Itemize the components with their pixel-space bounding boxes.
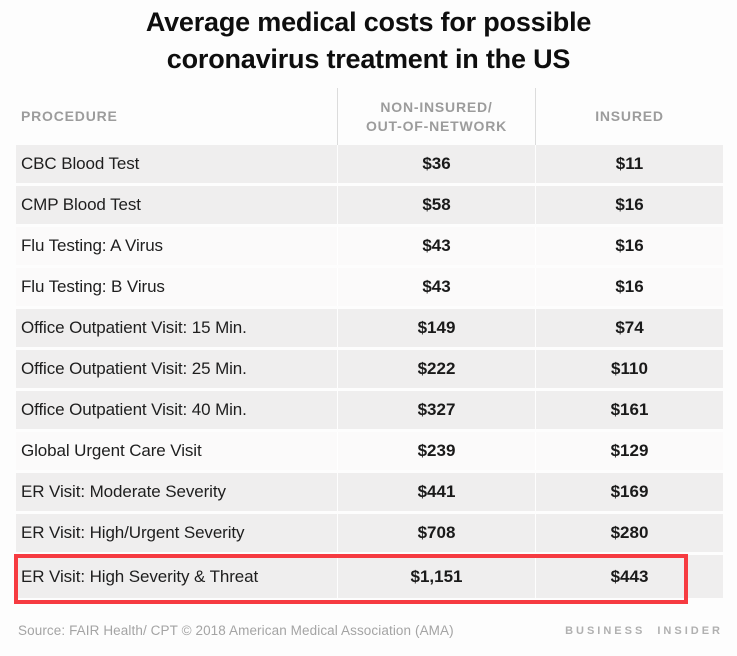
table-row bbox=[16, 309, 723, 347]
column-header-insured: INSURED bbox=[535, 88, 723, 145]
cell-non-insured: $441 bbox=[337, 473, 535, 511]
cell-procedure: CBC Blood Test bbox=[21, 154, 140, 173]
table-row bbox=[16, 145, 723, 183]
cell-non-insured: $149 bbox=[337, 309, 535, 347]
table-row bbox=[16, 514, 723, 552]
cell-insured: $74 bbox=[535, 309, 723, 347]
cell-non-insured: $58 bbox=[337, 186, 535, 224]
column-header-non-insured-line1: NON-INSURED/ bbox=[380, 99, 493, 116]
table-row bbox=[16, 350, 723, 388]
table-row bbox=[16, 186, 723, 224]
table-row bbox=[16, 227, 723, 265]
cell-non-insured: $43 bbox=[337, 227, 535, 265]
cell-procedure: ER Visit: Moderate Severity bbox=[21, 482, 226, 501]
cell-non-insured: $708 bbox=[337, 514, 535, 552]
column-header-non-insured bbox=[337, 88, 535, 145]
table-row-highlighted bbox=[16, 555, 723, 598]
cell-insured: $169 bbox=[535, 473, 723, 511]
cell-insured: $280 bbox=[535, 514, 723, 552]
table-row bbox=[16, 473, 723, 511]
title-line-1: Average medical costs for possible bbox=[145, 7, 592, 37]
cell-procedure: ER Visit: High/Urgent Severity bbox=[21, 523, 245, 542]
column-header-procedure: PROCEDURE bbox=[21, 108, 118, 125]
cell-procedure: ER Visit: High Severity & Threat bbox=[21, 566, 259, 586]
cell-procedure: Flu Testing: A Virus bbox=[21, 236, 163, 255]
page-title bbox=[0, 4, 737, 78]
footer bbox=[18, 622, 723, 640]
cell-non-insured: $1,151 bbox=[337, 555, 535, 598]
cell-non-insured: $327 bbox=[337, 391, 535, 429]
cell-insured: $110 bbox=[535, 350, 723, 388]
cost-table bbox=[16, 88, 723, 598]
cell-procedure: Flu Testing: B Virus bbox=[21, 277, 165, 296]
cell-non-insured: $239 bbox=[337, 432, 535, 470]
cell-insured: $129 bbox=[535, 432, 723, 470]
cell-procedure: Office Outpatient Visit: 40 Min. bbox=[21, 400, 247, 419]
table-row bbox=[16, 391, 723, 429]
table-header-row bbox=[16, 88, 723, 145]
cell-insured: $16 bbox=[535, 186, 723, 224]
cell-non-insured: $36 bbox=[337, 145, 535, 183]
cell-insured: $161 bbox=[535, 391, 723, 429]
table-row bbox=[16, 432, 723, 470]
cell-non-insured: $222 bbox=[337, 350, 535, 388]
cell-insured: $11 bbox=[535, 145, 723, 183]
cell-non-insured: $43 bbox=[337, 268, 535, 306]
title-line-2: coronavirus treatment in the US bbox=[166, 44, 571, 74]
cell-insured: $16 bbox=[535, 268, 723, 306]
source-attribution: Source: FAIR Health/ CPT © 2018 American Medical Association (AMA) bbox=[18, 623, 454, 638]
cell-procedure: Global Urgent Care Visit bbox=[21, 441, 202, 460]
cell-procedure: Office Outpatient Visit: 25 Min. bbox=[21, 359, 247, 378]
table-row bbox=[16, 268, 723, 306]
cell-insured: $16 bbox=[535, 227, 723, 265]
table-body bbox=[16, 145, 723, 598]
publisher-logo: BUSINESS INSIDER bbox=[565, 625, 723, 637]
cell-procedure: CMP Blood Test bbox=[21, 195, 141, 214]
cell-insured: $443 bbox=[535, 555, 723, 598]
column-header-non-insured-line2: OUT-OF-NETWORK bbox=[365, 117, 508, 134]
cell-procedure: Office Outpatient Visit: 15 Min. bbox=[21, 318, 247, 337]
